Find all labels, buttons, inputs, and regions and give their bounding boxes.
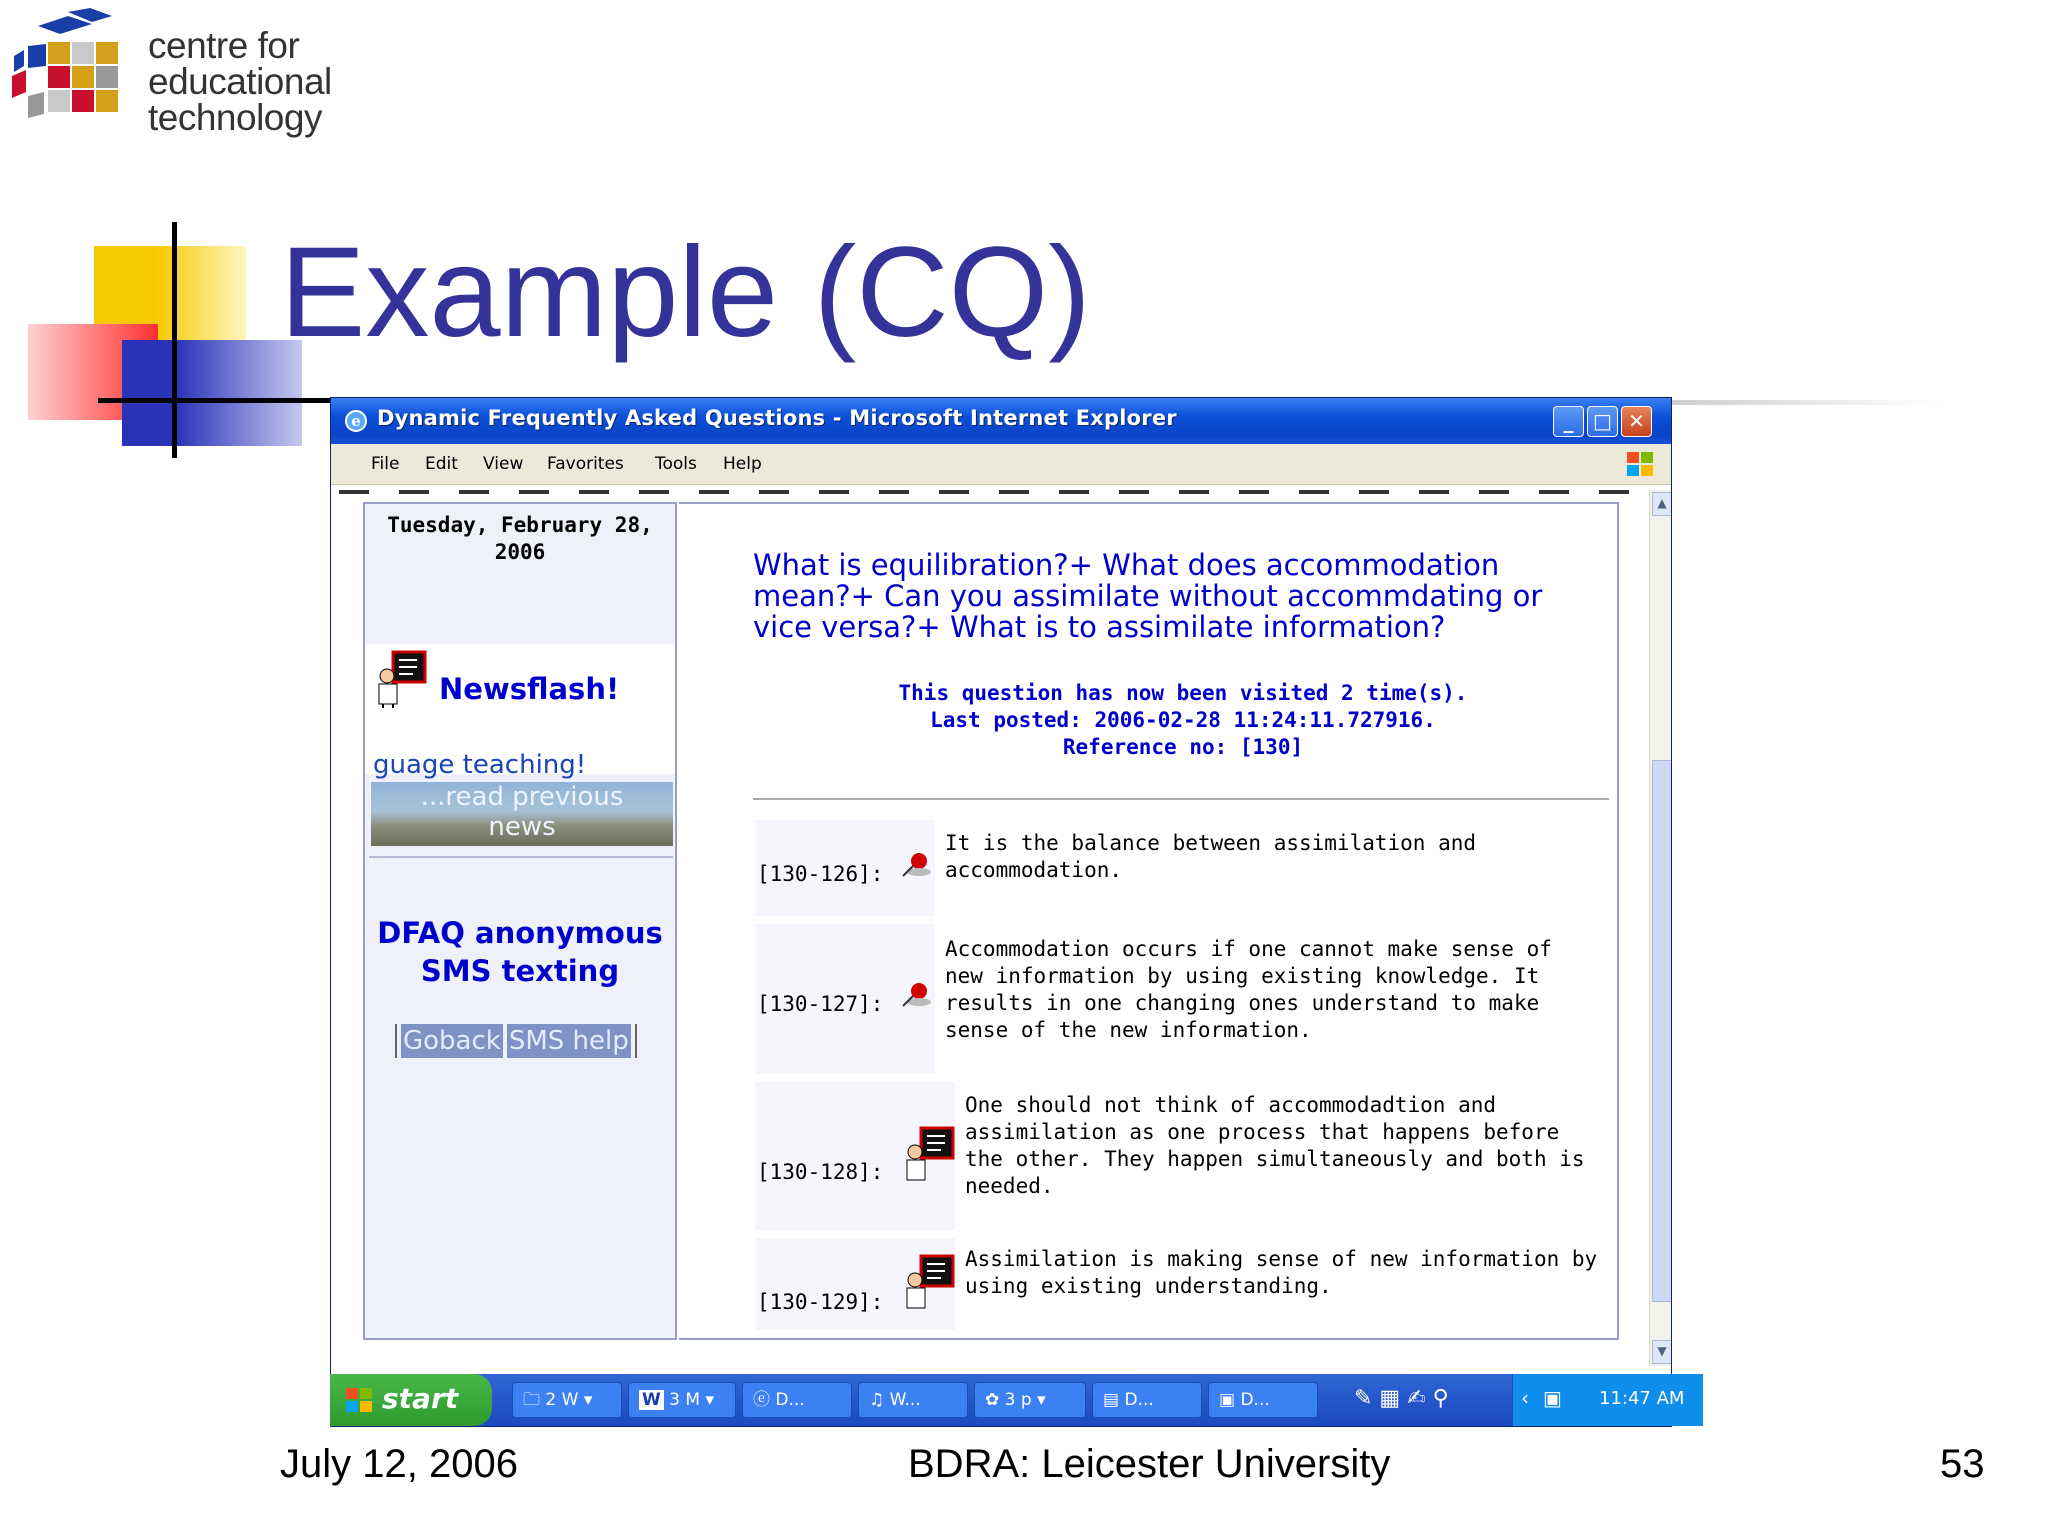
close-button[interactable]: ✕ xyxy=(1621,406,1652,437)
answer-line: new information by using existing knowledge. It xyxy=(945,964,1540,988)
pushpin-icon xyxy=(899,850,933,878)
menu-edit[interactable]: Edit xyxy=(425,454,458,474)
last-posted: Last posted: 2006-02-28 11:24:11.727916. xyxy=(930,708,1436,732)
newsflash-heading: Newsflash! xyxy=(439,672,620,706)
answer-text xyxy=(945,936,1552,1044)
sms-line-1: DFAQ anonymous xyxy=(377,916,663,950)
answer-row xyxy=(739,1238,1599,1330)
answer-ref: [130-129]: xyxy=(757,1290,884,1314)
answer-line: results in one changing ones understand to make xyxy=(945,991,1540,1015)
menu-favorites[interactable]: Favorites xyxy=(547,454,624,474)
answer-label-cell xyxy=(755,1238,955,1330)
answer-row xyxy=(739,820,1599,916)
sidebar-frame xyxy=(363,502,677,1340)
logo-line-3: technology xyxy=(148,97,322,138)
taskbar-label: D... xyxy=(1124,1390,1154,1410)
cube-logo-icon xyxy=(8,6,148,136)
taskbar-word-group[interactable]: W 3 M ▾ xyxy=(628,1382,736,1418)
logo-text xyxy=(148,25,332,138)
decor-fade-line xyxy=(1660,400,1940,405)
taskbar-label: D... xyxy=(1240,1390,1270,1410)
word-icon: W xyxy=(639,1390,664,1410)
taskbar-label: 2 W xyxy=(545,1390,579,1410)
main-frame xyxy=(679,502,1619,1340)
menu-view[interactable]: View xyxy=(483,454,524,474)
answer-line: Assimilation is making sense of new information by xyxy=(965,1247,1598,1271)
taskbar-group-p[interactable]: ✿ 3 p ▾ xyxy=(974,1382,1086,1418)
answer-line: Accommodation occurs if one cannot make sense of xyxy=(945,937,1552,961)
window-titlebar[interactable] xyxy=(331,398,1671,444)
sidebar-divider xyxy=(369,856,673,858)
scroll-thumb[interactable] xyxy=(1652,760,1672,1302)
svg-text:e: e xyxy=(351,412,361,430)
decor-blue-square xyxy=(122,340,302,446)
vertical-scrollbar[interactable] xyxy=(1649,490,1672,1366)
answer-line: assimilation as one process that happens before xyxy=(965,1120,1560,1144)
app-icon: ✿ xyxy=(985,1390,1000,1410)
maximize-button[interactable]: □ xyxy=(1587,406,1618,437)
answer-text xyxy=(965,1246,1597,1300)
content-top-border xyxy=(339,490,1649,494)
footer-page-number: 53 xyxy=(1940,1442,1985,1486)
date-line-1: Tuesday, February 28, xyxy=(387,513,653,537)
answer-text xyxy=(945,830,1476,884)
newsflash-box xyxy=(365,644,675,780)
read-previous-line-2: news xyxy=(488,812,556,842)
question-line-1: What is equilibration?+ What does accommodation xyxy=(753,548,1500,582)
answer-line: It is the balance between assimilation and xyxy=(945,831,1477,855)
quick-launch-icons[interactable]: ✎ ▦ ✍ ⚲ xyxy=(1354,1386,1449,1411)
ie-icon xyxy=(343,408,369,434)
footer-center: BDRA: Leicester University xyxy=(908,1442,1391,1486)
app-icon: ▣ xyxy=(1219,1390,1236,1410)
goback-button[interactable]: Goback xyxy=(403,1026,501,1056)
answer-row xyxy=(739,924,1599,1074)
folder-icon: 🗀 xyxy=(523,1390,540,1410)
answer-line: sense of the new information. xyxy=(945,1018,1312,1042)
answer-line: using existing understanding. xyxy=(965,1274,1332,1298)
taskbar-window-d2[interactable] xyxy=(1208,1382,1318,1418)
cet-logo xyxy=(8,6,348,136)
sidebar-date xyxy=(365,512,675,566)
answer-line: One should not think of accommodadtion and xyxy=(965,1093,1497,1117)
document-icon: ▤ xyxy=(1103,1390,1120,1410)
taskbar-label: W... xyxy=(889,1390,921,1410)
question-meta xyxy=(753,680,1613,761)
slide-title: Example (CQ) xyxy=(280,221,1091,364)
answer-ref: [130-127]: xyxy=(757,992,884,1016)
tray-expand-icon[interactable]: ‹ xyxy=(1521,1386,1529,1410)
question-line-3: vice versa?+ What is to assimilate information? xyxy=(753,610,1446,644)
start-button[interactable] xyxy=(330,1374,492,1426)
read-previous-line-1: ...read previous xyxy=(420,782,624,812)
answer-text xyxy=(965,1092,1585,1200)
taskbar-label: 3 M xyxy=(669,1390,701,1410)
ie-window xyxy=(330,397,1672,1427)
minimize-button[interactable]: _ xyxy=(1553,406,1584,437)
windows-flag-icon xyxy=(1625,450,1655,478)
logo-line-2: educational xyxy=(148,61,332,102)
teacher-blackboard-icon xyxy=(373,650,427,708)
sms-buttons xyxy=(395,1024,637,1058)
network-icon[interactable]: ▣ xyxy=(1543,1386,1562,1410)
logo-line-1: centre for xyxy=(148,25,300,66)
teacher-blackboard-icon xyxy=(901,1126,955,1184)
visited-count: This question has now been visited 2 time(s). xyxy=(898,681,1468,705)
page-content xyxy=(339,490,1649,1366)
taskbar xyxy=(330,1374,1702,1426)
reference-number: Reference no: [130] xyxy=(1062,735,1304,759)
taskbar-label: D... xyxy=(775,1390,805,1410)
scroll-down-button[interactable]: ▼ xyxy=(1652,1340,1672,1364)
ie-icon: ⓔ xyxy=(753,1390,770,1410)
taskbar-ie-window[interactable] xyxy=(742,1382,852,1418)
window-title: Dynamic Frequently Asked Questions - Microsoft Internet Explorer xyxy=(377,406,1177,430)
clock[interactable]: 11:47 AM xyxy=(1599,1388,1685,1409)
sms-help-button[interactable]: SMS help xyxy=(508,1026,629,1056)
menu-help[interactable]: Help xyxy=(723,454,762,474)
start-label: start xyxy=(382,1382,459,1415)
answer-row xyxy=(739,1082,1599,1230)
teacher-blackboard-icon xyxy=(901,1254,955,1312)
taskbar-window-w[interactable] xyxy=(858,1382,968,1418)
system-tray xyxy=(1512,1374,1703,1426)
read-previous-news-button[interactable] xyxy=(371,782,673,846)
footer-date: July 12, 2006 xyxy=(280,1442,518,1486)
pushpin-icon xyxy=(899,980,933,1008)
taskbar-folder-group[interactable]: 🗀 2 W ▾ xyxy=(512,1382,622,1418)
windows-flag-icon xyxy=(344,1386,374,1414)
answer-label-cell xyxy=(755,820,935,916)
answer-ref: [130-128]: xyxy=(757,1160,884,1184)
question-line-2: mean?+ Can you assimilate without accommdating or xyxy=(753,579,1543,613)
question-text xyxy=(753,550,1613,643)
decor-horizontal-line xyxy=(98,398,348,403)
menu-tools[interactable]: Tools xyxy=(655,454,697,474)
taskbar-window-d1[interactable] xyxy=(1092,1382,1202,1418)
sms-line-2: SMS texting xyxy=(420,954,620,988)
question-divider xyxy=(753,798,1609,800)
answer-line: the other. They happen simultaneously and both is xyxy=(965,1147,1585,1171)
app-icon: ♫ xyxy=(869,1390,885,1410)
news-ticker[interactable]: guage teaching! xyxy=(373,750,587,780)
answer-line: needed. xyxy=(965,1174,1054,1198)
answer-ref: [130-126]: xyxy=(757,862,884,886)
scroll-up-button[interactable]: ▲ xyxy=(1652,492,1672,516)
sms-heading xyxy=(365,914,675,990)
answer-label-cell xyxy=(755,924,935,1074)
taskbar-label: 3 p xyxy=(1004,1390,1032,1410)
menu-bar xyxy=(331,444,1671,485)
answer-label-cell xyxy=(755,1082,955,1230)
decor-vertical-line xyxy=(172,222,177,458)
answer-line: accommodation. xyxy=(945,858,1123,882)
date-line-2: 2006 xyxy=(494,540,546,564)
menu-file[interactable]: File xyxy=(371,454,400,474)
